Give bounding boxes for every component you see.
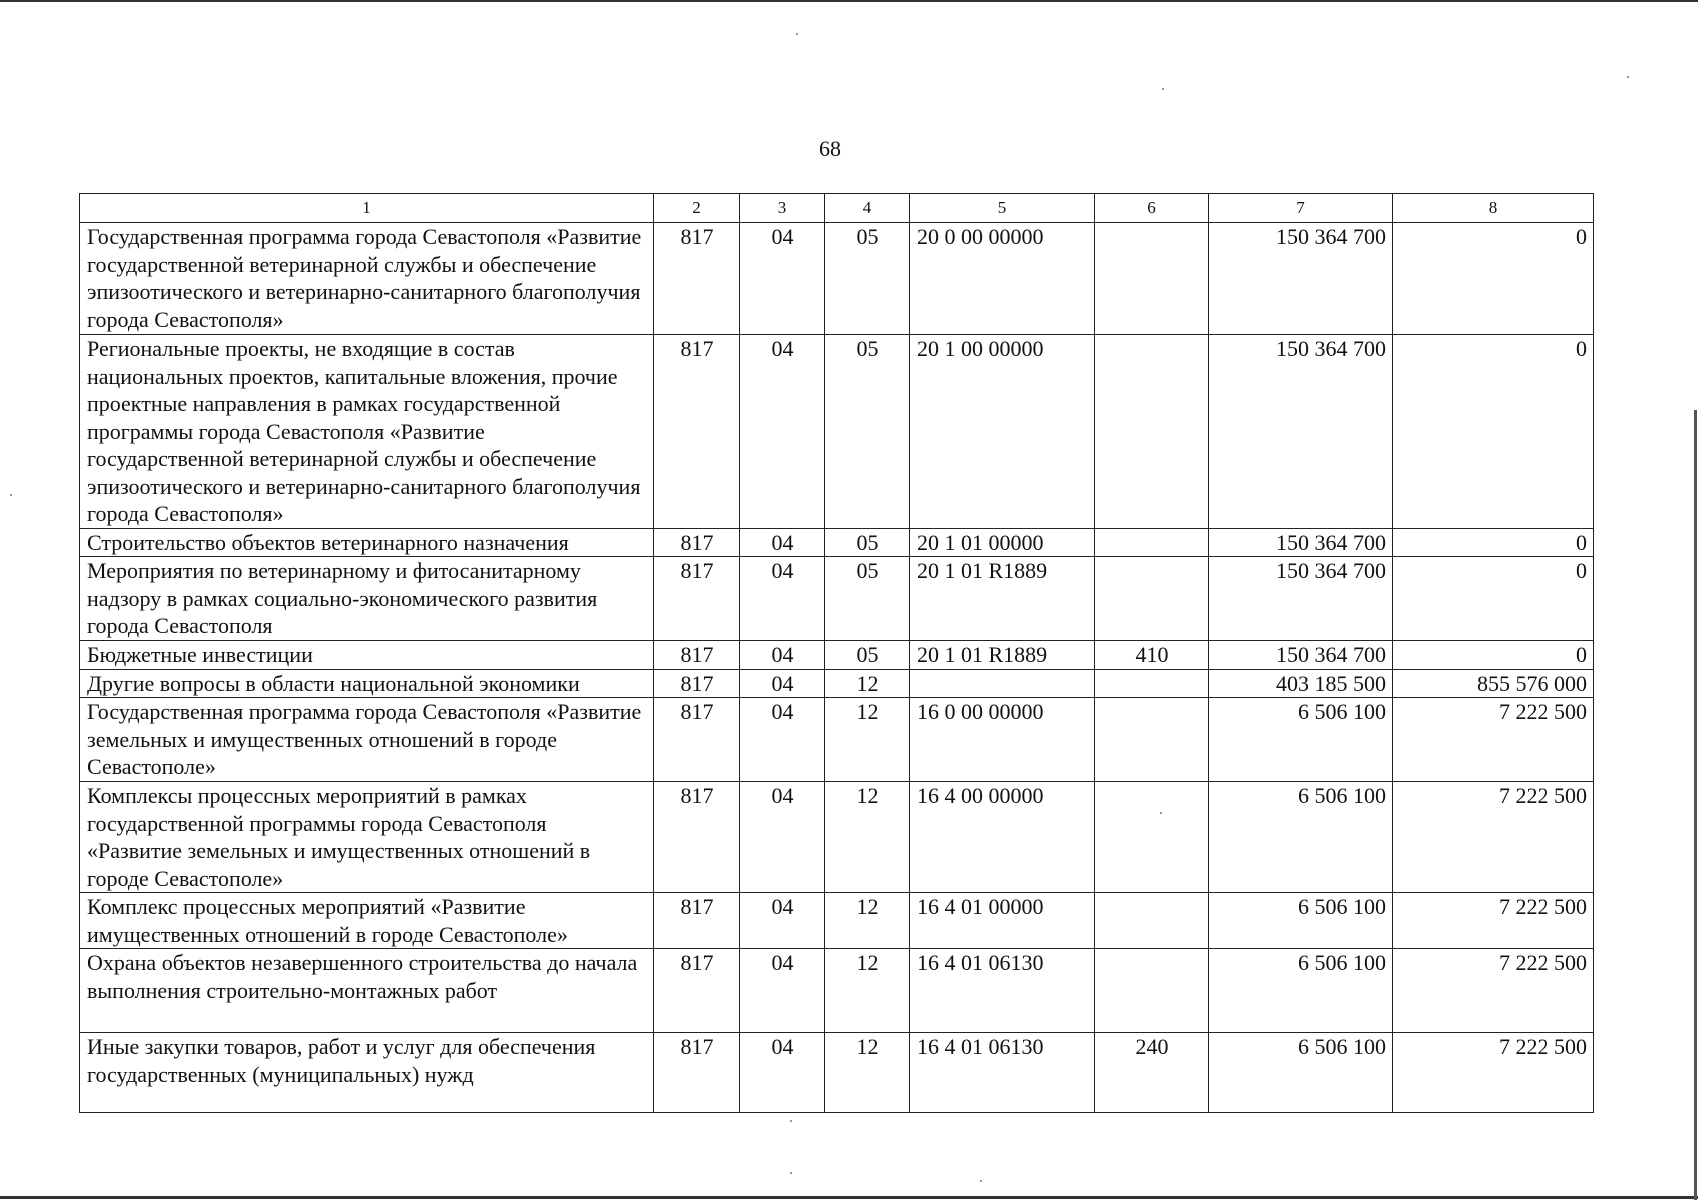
target-article-code: 20 1 01 R1889 — [910, 557, 1095, 641]
column-number: 5 — [910, 194, 1095, 223]
target-article-code: 16 0 00 00000 — [910, 698, 1095, 782]
amount-year-2: 0 — [1393, 223, 1594, 335]
expense-type-code — [1095, 669, 1209, 698]
target-article-code: 20 1 00 00000 — [910, 335, 1095, 529]
subsection-code: 12 — [825, 1033, 910, 1113]
target-article-code: 16 4 01 00000 — [910, 893, 1095, 949]
amount-year-1: 150 364 700 — [1209, 557, 1393, 641]
amount-year-2: 0 — [1393, 557, 1594, 641]
expense-type-code — [1095, 528, 1209, 557]
column-number: 3 — [740, 194, 825, 223]
row-name: Комплексы процессных мероприятий в рамках государственной программы города Севастополя «Развитие земельных и имущественных отношений в городе Севастополе» — [80, 782, 654, 893]
target-article-code: 20 1 01 00000 — [910, 528, 1095, 557]
grbs-code: 817 — [654, 335, 740, 529]
amount-year-2: 855 576 000 — [1393, 669, 1594, 698]
column-number-row — [80, 194, 1594, 223]
amount-year-1: 150 364 700 — [1209, 335, 1393, 529]
subsection-code: 05 — [825, 335, 910, 529]
table-row — [80, 528, 1594, 557]
scan-speck — [1162, 88, 1164, 90]
subsection-code: 12 — [825, 949, 910, 1033]
subsection-code: 05 — [825, 641, 910, 670]
subsection-code: 12 — [825, 698, 910, 782]
amount-year-1: 150 364 700 — [1209, 528, 1393, 557]
amount-year-2: 7 222 500 — [1393, 893, 1594, 949]
table-row — [80, 669, 1594, 698]
scan-speck — [10, 494, 12, 496]
amount-year-1: 6 506 100 — [1209, 1033, 1393, 1113]
target-article-code: 16 4 00 00000 — [910, 782, 1095, 893]
section-code: 04 — [740, 669, 825, 698]
grbs-code: 817 — [654, 528, 740, 557]
row-name: Иные закупки товаров, работ и услуг для обеспечения государственных (муниципальных) нужд — [80, 1033, 654, 1113]
amount-year-1: 150 364 700 — [1209, 641, 1393, 670]
section-code: 04 — [740, 335, 825, 529]
table-row — [80, 335, 1594, 529]
amount-year-2: 7 222 500 — [1393, 782, 1594, 893]
column-number: 1 — [80, 194, 654, 223]
expense-type-code — [1095, 335, 1209, 529]
section-code: 04 — [740, 557, 825, 641]
scan-speck — [790, 1172, 792, 1174]
grbs-code: 817 — [654, 698, 740, 782]
grbs-code: 817 — [654, 641, 740, 670]
section-code: 04 — [740, 223, 825, 335]
subsection-code: 05 — [825, 223, 910, 335]
expense-type-code — [1095, 893, 1209, 949]
column-number: 4 — [825, 194, 910, 223]
table-row — [80, 949, 1594, 1033]
expense-type-code — [1095, 223, 1209, 335]
scan-border-bottom — [0, 1196, 1698, 1199]
amount-year-2: 0 — [1393, 335, 1594, 529]
expense-type-code — [1095, 698, 1209, 782]
expense-type-code: 410 — [1095, 641, 1209, 670]
grbs-code: 817 — [654, 782, 740, 893]
amount-year-2: 0 — [1393, 641, 1594, 670]
grbs-code: 817 — [654, 669, 740, 698]
section-code: 04 — [740, 698, 825, 782]
target-article-code: 16 4 01 06130 — [910, 1033, 1095, 1113]
grbs-code: 817 — [654, 223, 740, 335]
section-code: 04 — [740, 641, 825, 670]
table-row — [80, 223, 1594, 335]
section-code: 04 — [740, 1033, 825, 1113]
subsection-code: 12 — [825, 669, 910, 698]
section-code: 04 — [740, 893, 825, 949]
section-code: 04 — [740, 528, 825, 557]
table-row — [80, 698, 1594, 782]
subsection-code: 12 — [825, 782, 910, 893]
target-article-code — [910, 669, 1095, 698]
row-name: Строительство объектов ветеринарного назначения — [80, 528, 654, 557]
amount-year-2: 7 222 500 — [1393, 1033, 1594, 1113]
subsection-code: 05 — [825, 557, 910, 641]
table-row — [80, 1033, 1594, 1113]
table-row — [80, 782, 1594, 893]
scan-border-right — [1694, 410, 1697, 1200]
section-code: 04 — [740, 949, 825, 1033]
row-name: Государственная программа города Севастополя «Развитие государственной ветеринарной службы и обеспечение эпизоотического и ветеринарно-санитарного благополучия города Севастополя» — [80, 223, 654, 335]
expense-type-code — [1095, 949, 1209, 1033]
amount-year-1: 150 364 700 — [1209, 223, 1393, 335]
row-name: Другие вопросы в области национальной экономики — [80, 669, 654, 698]
target-article-code: 20 0 00 00000 — [910, 223, 1095, 335]
scan-speck — [796, 33, 798, 35]
row-name: Охрана объектов незавершенного строительства до начала выполнения строительно-монтажных работ — [80, 949, 654, 1033]
scan-speck — [790, 1120, 792, 1122]
row-name: Государственная программа города Севастополя «Развитие земельных и имущественных отношений в городе Севастополе» — [80, 698, 654, 782]
target-article-code: 20 1 01 R1889 — [910, 641, 1095, 670]
column-number: 8 — [1393, 194, 1594, 223]
budget-table — [79, 193, 1594, 1113]
table-row — [80, 641, 1594, 670]
column-number: 7 — [1209, 194, 1393, 223]
scan-border-top — [0, 0, 1698, 2]
amount-year-1: 6 506 100 — [1209, 782, 1393, 893]
expense-type-code — [1095, 557, 1209, 641]
amount-year-2: 7 222 500 — [1393, 949, 1594, 1033]
grbs-code: 817 — [654, 557, 740, 641]
table-row — [80, 893, 1594, 949]
subsection-code: 05 — [825, 528, 910, 557]
row-name: Бюджетные инвестиции — [80, 641, 654, 670]
table-row — [80, 557, 1594, 641]
target-article-code: 16 4 01 06130 — [910, 949, 1095, 1033]
row-name: Региональные проекты, не входящие в состав национальных проектов, капитальные вложения, прочие проектные направления в рамках государственной программы города Севастополя «Развитие государственной ветеринарной службы и обеспечение эпизоотического и ветеринарно-санитарного благополучия города Севастополя» — [80, 335, 654, 529]
scan-speck — [1627, 76, 1629, 78]
column-number: 2 — [654, 194, 740, 223]
amount-year-1: 403 185 500 — [1209, 669, 1393, 698]
amount-year-2: 0 — [1393, 528, 1594, 557]
amount-year-2: 7 222 500 — [1393, 698, 1594, 782]
subsection-code: 12 — [825, 893, 910, 949]
amount-year-1: 6 506 100 — [1209, 949, 1393, 1033]
amount-year-1: 6 506 100 — [1209, 893, 1393, 949]
row-name: Мероприятия по ветеринарному и фитосанитарному надзору в рамках социально-экономического развития города Севастополя — [80, 557, 654, 641]
grbs-code: 817 — [654, 893, 740, 949]
page-number: 68 — [819, 136, 841, 161]
amount-year-1: 6 506 100 — [1209, 698, 1393, 782]
row-name: Комплекс процессных мероприятий «Развитие имущественных отношений в городе Севастополе» — [80, 893, 654, 949]
column-number: 6 — [1095, 194, 1209, 223]
expense-type-code — [1095, 782, 1209, 893]
scan-speck — [980, 1180, 982, 1182]
section-code: 04 — [740, 782, 825, 893]
grbs-code: 817 — [654, 1033, 740, 1113]
expense-type-code: 240 — [1095, 1033, 1209, 1113]
grbs-code: 817 — [654, 949, 740, 1033]
